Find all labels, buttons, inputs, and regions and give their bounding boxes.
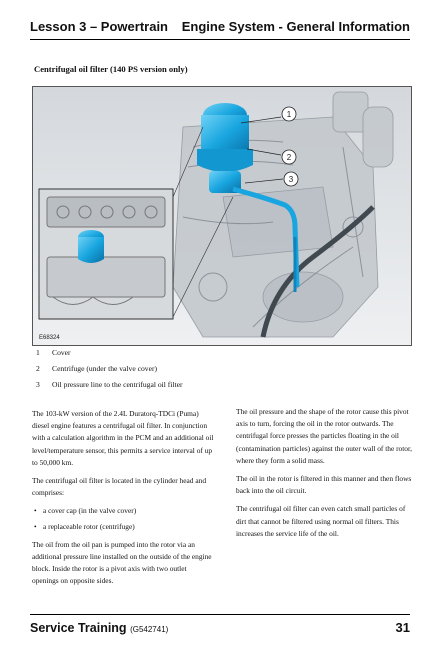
- callout-3-label: 3: [288, 175, 294, 184]
- legend-item: [36, 364, 183, 380]
- legend-number: 3: [36, 380, 40, 389]
- legend-text: Cover: [52, 348, 71, 357]
- lesson-title: Lesson 3 – Powertrain: [30, 19, 168, 34]
- paragraph: The oil in the rotor is filtered in this manner and then flows back into the oil circuit.: [236, 474, 412, 496]
- legend-item: [36, 348, 183, 364]
- list-item: • a replaceable rotor (centrifuge): [32, 521, 214, 533]
- footer-title: [30, 621, 168, 635]
- legend-item: [36, 380, 183, 396]
- legend-text: Oil pressure line to the centrifugal oil filter: [52, 380, 183, 389]
- chapter-title: Engine System - General Information: [181, 19, 410, 34]
- paragraph: The centrifugal oil filter is located in the cylinder head and comprises:: [32, 476, 207, 498]
- component-list: [32, 505, 214, 532]
- paragraph: The oil pressure and the shape of the rotor cause this pivot axis to turn, forcing the oil in the rotor outwards. The centrifugal force presses the particles floating in the oil (contamination particles) against the outer wall of the rotor, where they form a solid mass.: [236, 407, 412, 465]
- legend-text: Centrifuge (under the valve cover): [52, 364, 157, 373]
- list-item: • a cover cap (in the valve cover): [32, 505, 214, 517]
- engine-figure: [32, 86, 412, 346]
- page-footer: [30, 614, 410, 639]
- legend-number: 2: [36, 364, 40, 373]
- page-number: 31: [395, 620, 410, 635]
- footer-title-text: Service Training: [30, 621, 127, 635]
- paragraph: The centrifugal oil filter can even catch small particles of dirt that cannot be filtered using normal oil filters. This increases the service life of the oil.: [236, 504, 406, 538]
- legend-number: 1: [36, 348, 40, 357]
- callout-2-label: 2: [286, 153, 292, 162]
- callout-1-label: 1: [286, 110, 292, 119]
- figure-legend: [36, 348, 183, 396]
- footer-code: (G542741): [130, 625, 169, 634]
- left-column: [32, 408, 214, 594]
- figure-code: E68324: [39, 335, 60, 341]
- paragraph: The 103-kW version of the 2.4L Duratorq-TDCi (Puma) diesel engine features a centrifugal oil filter. In conjunction with a calculation algorithm in the PCM and an additional oil level/temperature sensor, this permits a service interval of up to 50,000 km.: [32, 409, 214, 467]
- page-header: [30, 17, 410, 40]
- section-title: Centrifugal oil filter (140 PS version only): [34, 64, 188, 74]
- engine-illustration: [33, 87, 411, 345]
- right-column: [236, 406, 412, 546]
- paragraph: The oil from the oil pan is pumped into the rotor via an additional pressure line installed on the outside of the engine block. Inside the rotor is a pivot axis with two outlet openings on opposite sides.: [32, 539, 212, 586]
